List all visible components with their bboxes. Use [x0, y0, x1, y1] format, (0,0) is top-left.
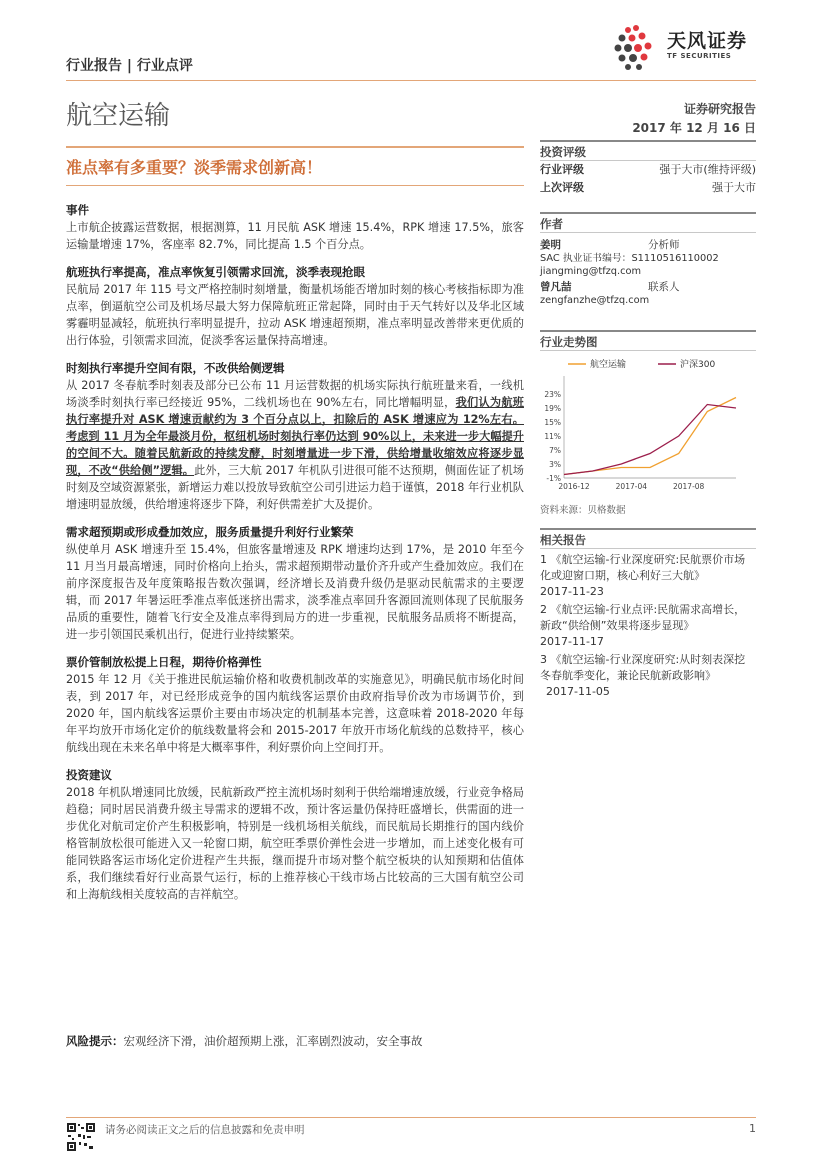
- qr-code-icon: [66, 1122, 96, 1152]
- page-number: 1: [749, 1122, 756, 1135]
- body-text: 2018 年机队增速同比放缓，民航新政严控主流机场时刻利于供给端增速放缓，行业竞争格局趋稳；同时居民消费升级主导需求的逻辑不改，预计客运量仍保持旺盛增长，供需面的进一步优化对航司定价产生积极影响，特别是一线机场相关航线，而民航局长期推行的国内线价格管制放松很可能进入又一轮窗口期，航空旺季票价弹性会进一步增加，而上述变化极有可能同铁路客运市场化定价进程产生共振，继而提升市场对整个航空板块的认知预期和估值体系，我们继续看好行业高景气运行，标的上推荐核心干线市场占比较高的三大国有航空公司和上海航线相关度较高的吉祥航空。: [66, 786, 524, 901]
- body-text: 上市航企披露运营数据，根据测算，11 月民航 ASK 增速 15.4%，RPK 增速 17.5%，旅客运输量增速 17%，客座率 82.7%，同比提高 1.5 个百分点。: [66, 221, 524, 251]
- section-paragraph: [66, 541, 524, 643]
- y-tick-label: -1%: [546, 474, 561, 483]
- doc-type: 行业报告 | 行业点评: [66, 58, 193, 74]
- risk-warning: [66, 1033, 423, 1049]
- series-line-0: [564, 398, 736, 475]
- rating-row-previous: [540, 179, 756, 197]
- body-text: 此外，三大航 2017 年机队引进很可能不达预期，侧面佐证了机场时刻及空域资源紧张，新增运力难以投放导致航空公司引进运力趋于谨慎，2018 年行业机队增速明显放缓，供给增速将逐步下降，利好供需差扩大及提价。: [66, 464, 524, 511]
- author-panel: [540, 212, 756, 307]
- rating-key: 上次评级: [540, 181, 584, 194]
- main-body: [66, 202, 524, 914]
- y-tick-label: 11%: [544, 432, 561, 441]
- author-title: 作者: [540, 212, 756, 232]
- section-title: 航班执行率提高，准点率恢复引领需求回流，淡季表现抢眼: [66, 265, 365, 279]
- y-tick-label: 19%: [544, 404, 561, 413]
- related-report-2[interactable]: 2 《航空运输-行业点评:民航需求高增长，新政“供给侧”效果将逐步显现》: [540, 603, 746, 632]
- headline-top-rule: [66, 146, 524, 148]
- related-date-2: 2017-11-17: [540, 635, 604, 648]
- y-tick-label: 23%: [544, 390, 561, 399]
- related-report-1[interactable]: 1 《航空运输-行业深度研究:民航票价市场化或迎窗口期，核心利好三大航》: [540, 553, 746, 582]
- section: [66, 654, 524, 756]
- related-title: 相关报告: [540, 528, 756, 548]
- section-paragraph: [66, 219, 524, 253]
- risk-label: 风险提示：: [66, 1034, 124, 1048]
- series-line-1: [564, 405, 736, 475]
- section-title: 投资建议: [66, 768, 112, 782]
- report-date: 2017 年 12 月 16 日: [632, 121, 756, 135]
- section: [66, 202, 524, 253]
- headline-bottom-rule: [66, 185, 524, 186]
- related-panel: [540, 528, 756, 700]
- footer-disclaimer: 请务必阅读正文之后的信息披露和免责申明: [105, 1124, 305, 1136]
- rating-title: 投资评级: [540, 140, 756, 160]
- author-role: 分析师: [648, 239, 680, 251]
- risk-text: 宏观经济下滑，油价超预期上涨，汇率剧烈波动，安全事故: [123, 1034, 423, 1048]
- rating-value: 强于大市(维持评级): [659, 163, 756, 176]
- author-1: [540, 239, 756, 252]
- y-tick-label: 15%: [544, 418, 561, 427]
- section-paragraph: [66, 377, 524, 513]
- x-tick-label: 2017-08: [672, 482, 705, 491]
- legend-label: 沪深300: [680, 360, 716, 370]
- author-role: 联系人: [648, 281, 680, 293]
- footer-divider: [66, 1117, 756, 1118]
- section: [66, 264, 524, 349]
- section-paragraph: [66, 671, 524, 756]
- section-title: 时刻执行率提升空间有限，不改供给侧逻辑: [66, 361, 285, 375]
- section-paragraph: [66, 281, 524, 349]
- chart-source: 资料来源：贝格数据: [540, 505, 626, 516]
- author-name: 曾凡喆: [540, 281, 572, 293]
- section-title: 需求超预期或形成叠加效应，服务质量提升利好行业繁荣: [66, 525, 354, 539]
- related-date-1: 2017-11-23: [540, 585, 604, 598]
- section: [66, 524, 524, 643]
- body-text: 民航局 2017 年 115 号文严格控制时刻增量，衡量机场能否增加时刻的核心考核指标即为准点率，倒逼航空公司及机场尽最大努力保障航班正常起降，同时由于天气转好以及华北区域雾霾明显减轻，航班执行率明显提升，拉动 ASK 增速超预期，准点率明显改善带来更优质的出行体验，引领需求回流，促淡季客运量保持高增速。: [66, 283, 524, 347]
- body-text: 从 2017 冬春航季时刻表及部分已公布 11 月运营数据的机场实际执行航班量来看，一线机场淡季时刻执行率已经接近 95%，二线机场也在 90%左右，同比增幅明显，: [66, 379, 524, 409]
- author-2: [540, 281, 756, 294]
- author-cert: SAC 执业证书编号：S1110516110002: [540, 253, 719, 264]
- trend-chart: [540, 350, 756, 500]
- section-title: 票价管制放松提上日程，期待价格弹性: [66, 655, 262, 669]
- body-text: 2015 年 12 月《关于推进民航运输价格和收费机制改革的实施意见》，明确民航市场化时间表，到 2017 年，对已经形成竞争的国内航线客运票价由政府指导价改为市场调节价，到 2020 年，国内航线客运票价主要由市场决定的机制基本完善，这意味着 2018-2020 年每年平均放开市场化定价的航线数量将会和 2015-2017 年放开市场化航线的总数持平，核心航线出现在未来名单中将是大概率事件，利好票价向上空间打开。: [66, 673, 524, 754]
- report-kind: 证券研究报告: [683, 102, 756, 116]
- related-report-3-title[interactable]: 3 《航空运输-行业深度研究:从时刻表深挖冬春航季变化，兼论民航新政影响》: [540, 653, 746, 682]
- section: [66, 360, 524, 513]
- related-date-3: 2017-11-05: [546, 685, 610, 698]
- section: [66, 767, 524, 903]
- rating-row-industry: [540, 161, 756, 179]
- x-tick-label: 2017-04: [615, 482, 648, 491]
- emphasis-text: 我们认为航班执行率提升对 ASK 增速贡献约为 3 个百分点以上，扣除后的 ASK 增速应为 12%左右。考虑到 11 月为全年最淡月份，枢纽机场时刻执行率仍达到 90%以上，未来进一步大幅提升的空间不大。随着民航新政的持续发酵，时刻增量进一步下滑，供给增量收缩效应将逐步显现，不改“供给侧”逻辑。: [66, 396, 524, 477]
- x-tick-label: 2016-12: [558, 482, 590, 491]
- rating-key: 行业评级: [540, 163, 584, 176]
- rating-panel: [540, 140, 756, 197]
- y-tick-label: 3%: [549, 460, 561, 469]
- industry-title: 航空运输: [66, 101, 171, 131]
- header-divider: [66, 80, 756, 81]
- author-email[interactable]: jiangming@tfzq.com: [540, 266, 642, 277]
- logo-text: 天风证券: [667, 30, 748, 52]
- headline: 准点率有多重要？淡季需求创新高！: [66, 158, 323, 177]
- section-title: 事件: [66, 203, 89, 217]
- logo-text-en: TF SECURITIES: [667, 52, 732, 60]
- trend-title: 行业走势图: [540, 330, 756, 350]
- y-tick-label: 7%: [549, 446, 561, 455]
- section-paragraph: [66, 784, 524, 903]
- legend-label: 航空运输: [590, 360, 627, 370]
- body-text: 纵使单月 ASK 增速升至 15.4%，但旅客量增速及 RPK 增速均达到 17%，是 2010 年至今 11 月当月最高增速，同时价格向上抬头，需求超预期带动量价齐升或产生叠加效应。我们在前序深度报告及年度策略报告数次强调，经济增长及消费升级仍是驱动民航需求的主要逻辑，而 2017 年暑运旺季准点率低迷挤出需求，淡季准点率回升客源回流则体现了民航服务品质的重要性，随着飞行安全及准点率得到局方的进一步重视，民航服务品质将不断提高，进一步引领国民乘机出行，促进行业持续繁荣。: [66, 543, 524, 641]
- author-name: 姜明: [540, 239, 561, 251]
- author-email[interactable]: zengfanzhe@tfzq.com: [540, 295, 650, 306]
- related-report-3[interactable]: [540, 652, 756, 700]
- trend-panel: [540, 330, 756, 351]
- rating-value: 强于大市: [712, 181, 756, 194]
